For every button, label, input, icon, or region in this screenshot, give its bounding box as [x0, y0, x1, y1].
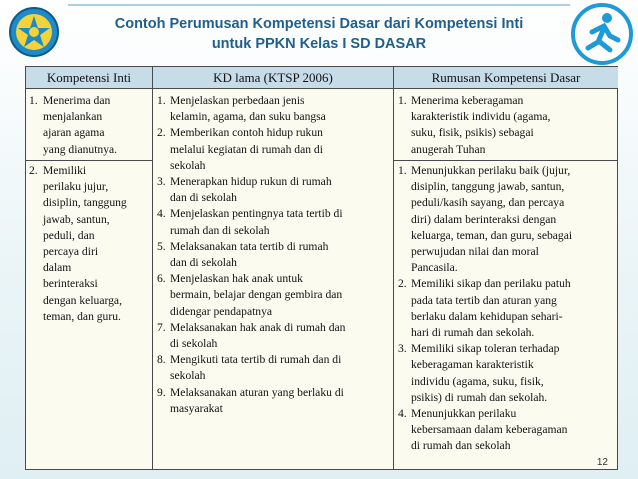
item-number: 7. [157, 320, 166, 334]
item-line: keberagaman karakteristik [411, 358, 534, 372]
item-line: di sekolah [170, 337, 218, 351]
column-divider [393, 67, 394, 469]
slide-title [60, 14, 578, 54]
item-line: karakteristik individu (agama, [411, 110, 551, 124]
item-number: 5. [157, 239, 166, 253]
item-number: 1. [157, 94, 166, 107]
item-line: didengar pendapatnya [170, 304, 273, 318]
runner-logo-icon [570, 2, 634, 66]
item-line: melalui kegiatan di rumah dan di [170, 142, 323, 156]
list-item [157, 320, 391, 352]
item-line: di rumah dan sekolah [411, 439, 511, 453]
item-line: Menjelaskan hak anak untuk [170, 272, 303, 286]
list-item [157, 93, 391, 125]
ki-cell-1 [29, 93, 150, 158]
item-number: 4. [157, 207, 166, 221]
rumusan-cell-1 [398, 93, 616, 158]
item-line: peduli, dan [43, 228, 95, 242]
item-line: masyarakat [170, 401, 223, 415]
item-line: Melaksanakan tata tertib di rumah [170, 239, 329, 253]
list-item [398, 276, 616, 341]
list-item [29, 93, 150, 158]
list-item [157, 385, 391, 417]
list-item [157, 206, 391, 238]
item-line: Menunjukkan perilaku baik (jujur, [411, 164, 571, 177]
item-line: individu (agama, suku, fisik, [411, 374, 544, 388]
item-line: dengan keluarga, [43, 293, 122, 307]
item-line: perilaku jujur, [43, 180, 109, 194]
item-line: rumah dan di sekolah [170, 223, 270, 237]
item-line: dalam [43, 261, 72, 275]
item-line: Pancasila. [411, 261, 458, 275]
list-item [398, 93, 616, 158]
item-line: anugerah Tuhan [411, 142, 486, 156]
item-line: berlaku dalam kehidupan sehari- [411, 309, 563, 323]
list-item [29, 163, 150, 325]
page-number: 12 [596, 457, 608, 468]
list-item [398, 163, 616, 276]
item-line: ajaran agama [43, 126, 105, 140]
item-line: peduli/kasih sayang, dan percaya [411, 196, 565, 210]
item-line: teman, dan guru. [43, 309, 121, 323]
item-number: 9. [157, 385, 166, 399]
item-line: yang dianutnya. [43, 142, 118, 156]
item-line: Menerima dan [43, 94, 111, 107]
item-line: kelamin, agama, dan suku bangsa [170, 110, 326, 124]
item-line: perwujudan nilai dan moral [411, 245, 539, 259]
rumusan-cell-2 [398, 163, 616, 455]
list-item [157, 271, 391, 320]
list-item [157, 125, 391, 174]
item-number: 1. [398, 164, 407, 177]
top-divider [68, 4, 570, 6]
item-line: kebersamaan dalam keberagaman [411, 423, 568, 437]
item-line: dan di sekolah [170, 256, 237, 270]
item-line: suku, fisik, psikis) sebagai [411, 126, 534, 140]
item-line: keluarga, teman, dan guru, sebagai [411, 228, 573, 242]
item-line: disiplin, tanggung jawab, santun, [411, 180, 565, 194]
list-item [157, 174, 391, 206]
item-number: 1. [398, 94, 407, 107]
item-line: dan di sekolah [170, 191, 237, 205]
item-line: diri) dalam berinteraksi dengan [411, 212, 557, 226]
list-item [157, 352, 391, 384]
item-number: 3. [157, 175, 166, 189]
item-line: menjalankan [43, 110, 103, 124]
item-number: 1. [29, 94, 38, 107]
item-line: bermain, belajar dengan gembira dan [170, 288, 343, 302]
competency-table [25, 66, 618, 470]
item-line: sekolah [170, 158, 206, 172]
title-line-2: untuk PPKN Kelas I SD DASAR [211, 36, 427, 52]
header-kd-lama: KD lama (KTSP 2006) [153, 67, 393, 89]
list-item [157, 239, 391, 271]
kd-lama-cell [157, 93, 391, 417]
item-number: 3. [398, 342, 407, 356]
header-kompetensi-inti: Kompetensi Inti [26, 67, 152, 89]
item-number: 6. [157, 272, 166, 286]
item-line: hari di rumah dan sekolah. [411, 326, 535, 340]
item-line: Memiliki [43, 164, 87, 177]
list-item [398, 406, 616, 455]
title-line-1: Contoh Perumusan Kompetensi Dasar dari Kompetensi Inti [114, 16, 524, 32]
item-number: 4. [398, 407, 407, 421]
item-line: percaya diri [43, 245, 99, 259]
item-line: Menjelaskan perbedaan jenis [170, 94, 305, 107]
row-divider [393, 160, 617, 161]
item-number: 2. [29, 164, 38, 177]
ki-cell-2 [29, 163, 150, 325]
item-line: psikis) di rumah dan sekolah. [411, 390, 548, 404]
item-line: Melaksanakan aturan yang berlaku di [170, 385, 344, 399]
item-line: Memberikan contoh hidup rukun [170, 126, 323, 140]
list-item [398, 341, 616, 406]
item-line: disiplin, tanggung [43, 196, 127, 210]
item-line: jawab, santun, [43, 212, 110, 226]
column-divider [152, 67, 153, 469]
tut-wuri-handayani-logo-icon [8, 6, 60, 58]
item-line: Menunjukkan perilaku [411, 407, 517, 421]
item-number: 8. [157, 353, 166, 367]
item-line: Memiliki sikap dan perilaku patuh [411, 277, 571, 291]
item-line: sekolah [170, 369, 206, 383]
item-line: Memiliki sikap toleran terhadap [411, 342, 560, 356]
item-line: berinteraksi [43, 277, 98, 291]
item-number: 2. [398, 277, 407, 291]
item-line: Mengikuti tata tertib di rumah dan di [170, 353, 342, 367]
item-line: pada tata tertib dan aturan yang [411, 293, 557, 307]
item-line: Menjelaskan pentingnya tata tertib di [170, 207, 343, 221]
header-rumusan-kd: Rumusan Kompetensi Dasar [394, 67, 618, 89]
item-line: Menerima keberagaman [411, 94, 524, 107]
row-divider [26, 160, 152, 161]
item-number: 2. [157, 126, 166, 140]
item-line: Menerapkan hidup rukun di rumah [170, 175, 332, 189]
item-line: Melaksanakan hak anak di rumah dan [170, 320, 346, 334]
